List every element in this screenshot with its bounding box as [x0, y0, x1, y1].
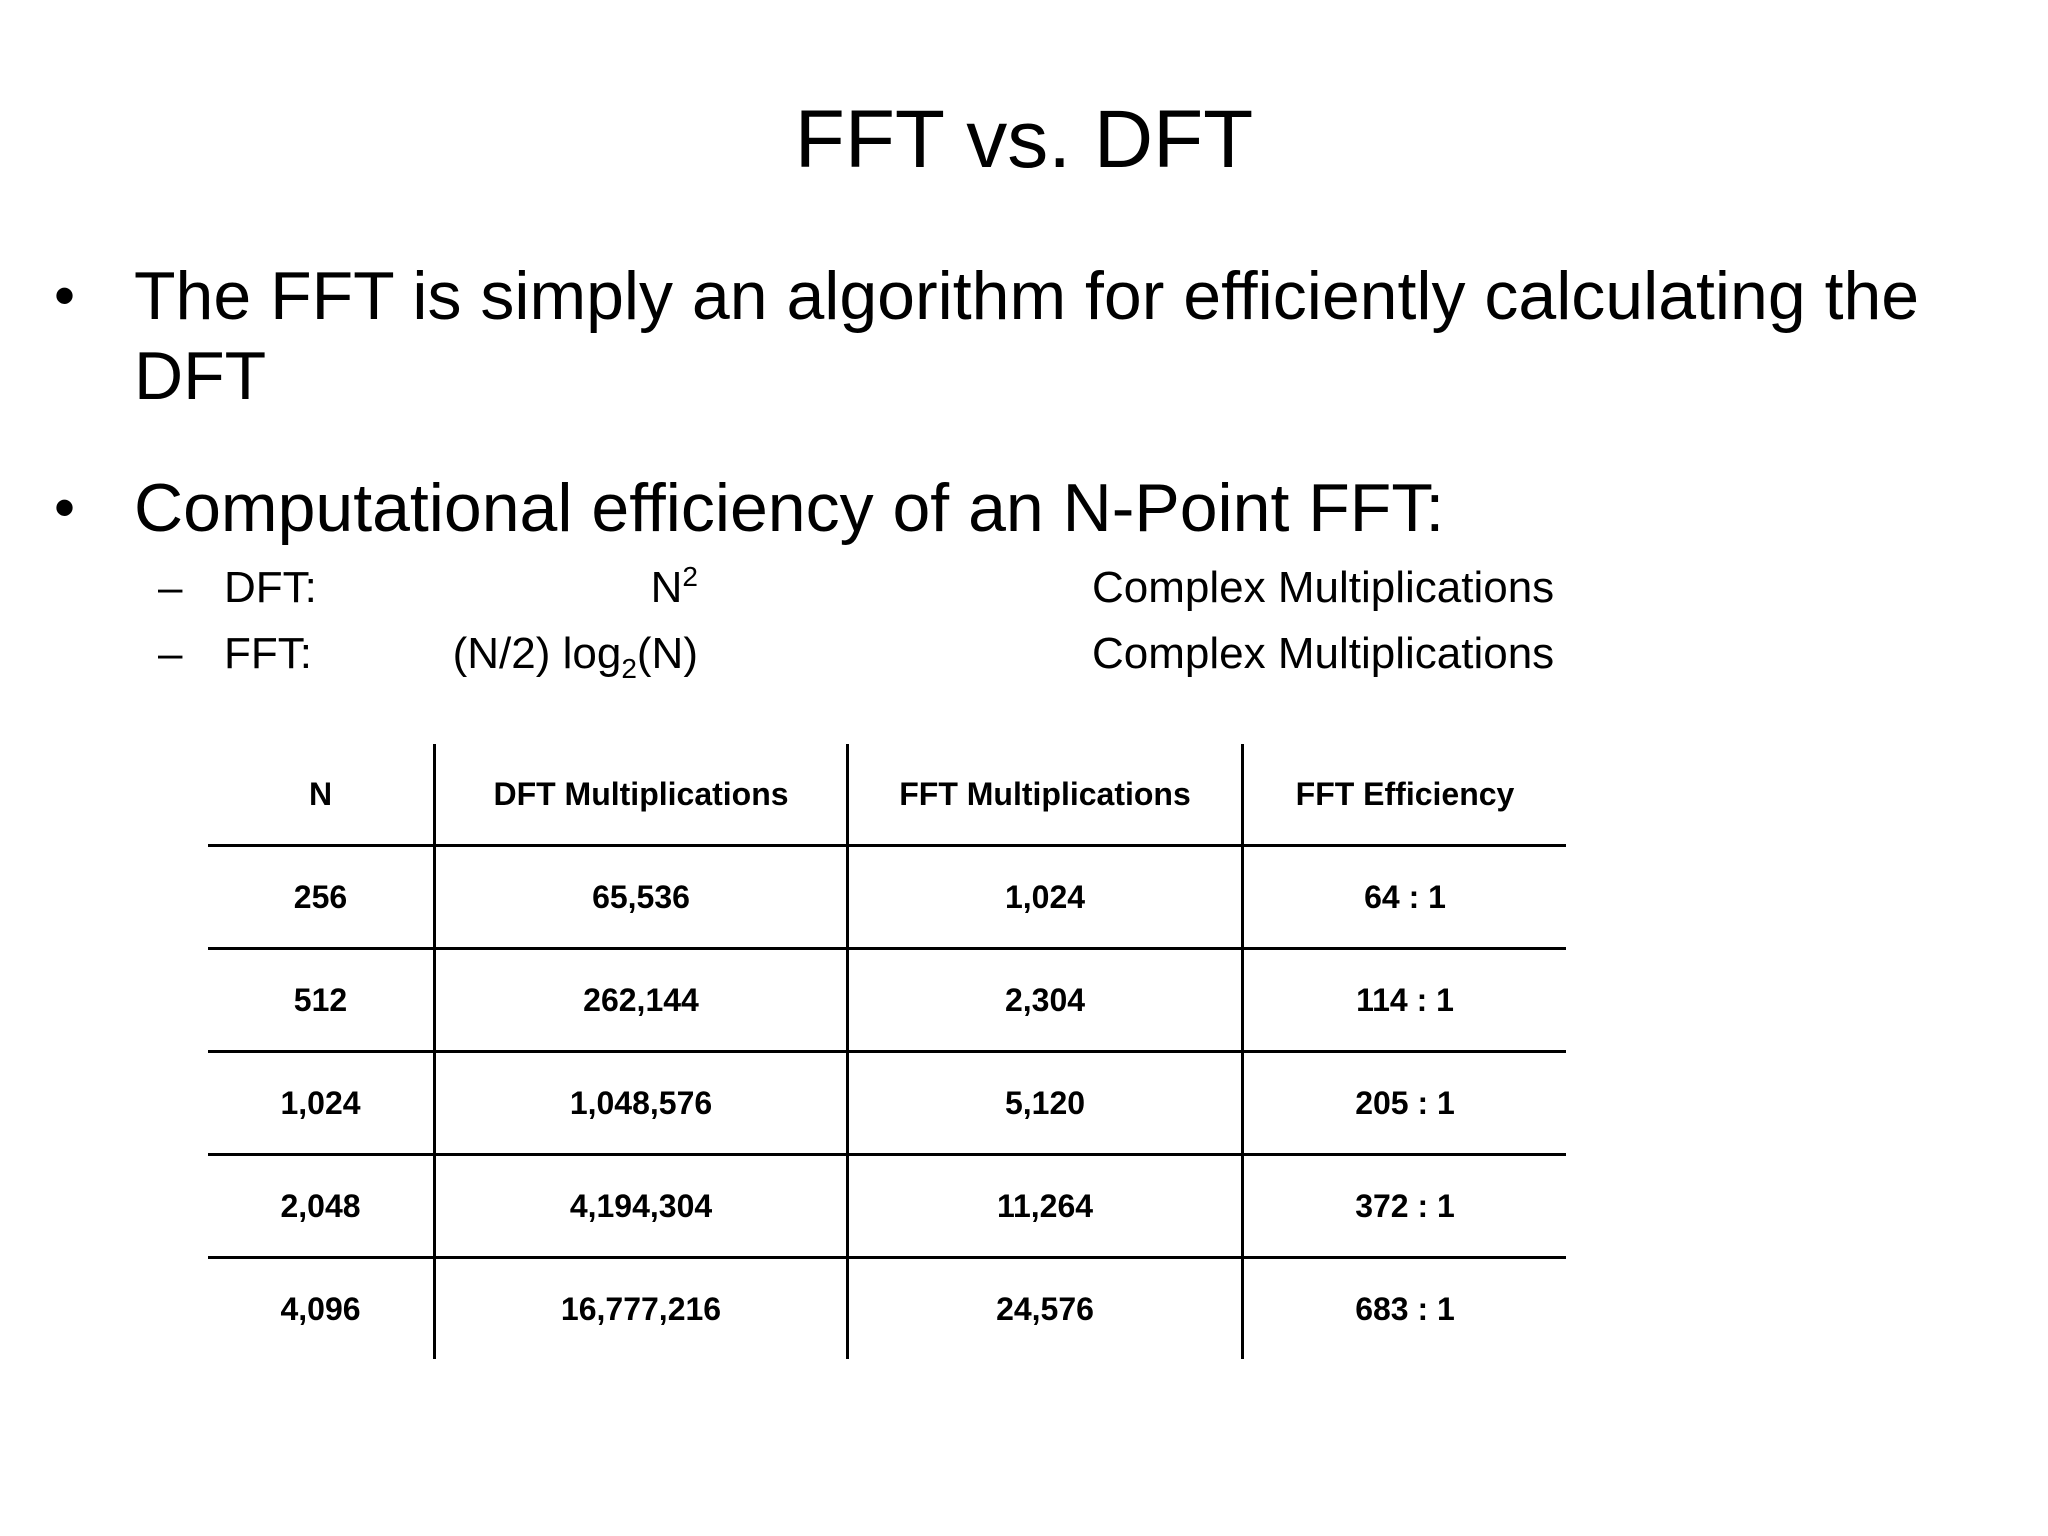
sub-bullet-label: DFT: [224, 563, 317, 612]
table-row [208, 1258, 1566, 1360]
cell-n: 1,024 [208, 1052, 435, 1155]
table-row [208, 1052, 1566, 1155]
cell-fft-multiplications: 24,576 [848, 1258, 1243, 1360]
cell-fft-efficiency: 683 : 1 [1355, 1290, 1455, 1327]
formula-base: N [650, 563, 683, 612]
cell-n: 2,048 [208, 1155, 435, 1258]
cell-fft-multiplications: 2,304 [848, 949, 1243, 1052]
sub-bullet-description: Complex Multiplications [1092, 563, 1555, 612]
formula-post: (N) [636, 629, 698, 678]
cell-n: 4,096 [208, 1258, 435, 1360]
bullet-fft-definition [54, 256, 2014, 426]
table-row [208, 949, 1566, 1052]
slide-title: FFT vs. DFT [794, 94, 1254, 185]
cell-n: 512 [208, 949, 435, 1052]
cell-fft-multiplications: 5,120 [848, 1052, 1243, 1155]
sub-bullet-dash: – [158, 629, 183, 678]
cell-dft-multiplications: 4,194,304 [435, 1155, 848, 1258]
cell-fft-multiplications: 11,264 [848, 1155, 1243, 1258]
cell-dft-multiplications: 65,536 [435, 846, 848, 949]
header-n: N [208, 744, 435, 846]
cell-dft-multiplications: 16,777,216 [435, 1258, 848, 1360]
cell-fft-efficiency: 205 : 1 [1243, 1052, 1567, 1155]
bullet-dot: • [54, 474, 76, 541]
efficiency-table [208, 744, 1566, 1359]
formula-exponent: 2 [682, 561, 698, 592]
bullet-computational-efficiency [54, 468, 2014, 558]
cell-fft-efficiency: 64 : 1 [1243, 846, 1567, 949]
header-dft-multiplications: DFT Multiplications [435, 744, 848, 846]
cell-fft-efficiency: 372 : 1 [1243, 1155, 1567, 1258]
table-row [208, 846, 1566, 949]
header-fft-multiplications: FFT Multiplications [848, 744, 1243, 846]
formula-pre: (N/2) log [452, 629, 622, 678]
sub-bullet-dash: – [158, 563, 183, 612]
sub-bullet-label: FFT: [224, 629, 312, 678]
formula-subscript: 2 [621, 653, 637, 684]
bullet-text: Computational efficiency of an N-Point FFT: [134, 470, 1445, 546]
bullet-text: The FFT is simply an algorithm for efficiently calculating the DFT [134, 258, 1920, 414]
bullet-dot: • [54, 262, 76, 329]
cell-dft-multiplications: 1,048,576 [435, 1052, 848, 1155]
sub-bullet-description: Complex Multiplications [1092, 629, 1555, 678]
header-fft-efficiency: FFT Efficiency [1243, 744, 1567, 846]
sub-bullet-fft [158, 624, 1658, 684]
cell-fft-multiplications: 1,024 [848, 846, 1243, 949]
table-row [208, 1155, 1566, 1258]
cell-fft-efficiency: 114 : 1 [1243, 949, 1567, 1052]
sub-bullet-dft [158, 558, 1658, 618]
fft-formula [453, 624, 698, 684]
cell-dft-multiplications: 262,144 [435, 949, 848, 1052]
cell-n: 256 [208, 846, 435, 949]
table-header-row [208, 744, 1566, 846]
dft-formula [651, 558, 698, 618]
